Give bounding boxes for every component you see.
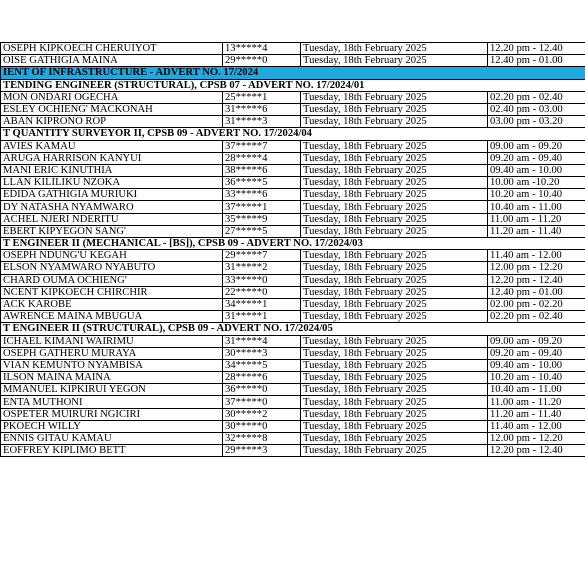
interview-date: Tuesday, 18th February 2025: [301, 55, 488, 67]
interview-time: 10.20 am - 10.40: [488, 189, 585, 201]
interview-date: Tuesday, 18th February 2025: [301, 213, 488, 225]
masked-id-number: 37*****0: [223, 396, 301, 408]
candidate-row: [1, 433, 585, 445]
candidate-row: [1, 372, 585, 384]
interview-date: Tuesday, 18th February 2025: [301, 445, 488, 457]
post-heading-row: [1, 79, 585, 91]
interview-time: 02.00 pm - 02.20: [488, 298, 585, 310]
post-heading-row: [1, 323, 585, 335]
candidate-name: PKOECH WILLY: [1, 420, 223, 432]
interview-date: Tuesday, 18th February 2025: [301, 91, 488, 103]
post-heading: T ENGINEER II (MECHANICAL - [BS]), CPSB 09 - ADVERT NO. 17/2024/03: [1, 238, 585, 250]
candidate-name: ILSON MAINA MAINA: [1, 372, 223, 384]
masked-id-number: 34*****1: [223, 298, 301, 310]
candidate-row: [1, 286, 585, 298]
interview-date: Tuesday, 18th February 2025: [301, 335, 488, 347]
candidate-name: ENTA MUTHONI: [1, 396, 223, 408]
interview-date: Tuesday, 18th February 2025: [301, 286, 488, 298]
masked-id-number: 31*****4: [223, 335, 301, 347]
masked-id-number: 37*****1: [223, 201, 301, 213]
masked-id-number: 31*****6: [223, 103, 301, 115]
candidate-row: [1, 396, 585, 408]
candidate-name: DY NATASHA NYAMWARO: [1, 201, 223, 213]
interview-date: Tuesday, 18th February 2025: [301, 225, 488, 237]
masked-id-number: 22*****0: [223, 286, 301, 298]
masked-id-number: 36*****5: [223, 177, 301, 189]
candidate-name: LLAN KILILIKU NZOKA: [1, 177, 223, 189]
interview-time: 02.20 pm - 02.40: [488, 91, 585, 103]
interview-time: 09.20 am - 09.40: [488, 347, 585, 359]
interview-date: Tuesday, 18th February 2025: [301, 201, 488, 213]
candidate-row: [1, 359, 585, 371]
candidate-row: [1, 43, 585, 55]
interview-time: 09.00 am - 09.20: [488, 140, 585, 152]
interview-time: 11.00 am - 11.20: [488, 396, 585, 408]
candidate-name: EBERT KIPYEGON SANG': [1, 225, 223, 237]
interview-time: 02.40 pm - 03.00: [488, 103, 585, 115]
masked-id-number: 33*****0: [223, 274, 301, 286]
masked-id-number: 34*****5: [223, 359, 301, 371]
candidate-name: OSEPH NDUNG'U KEGAH: [1, 250, 223, 262]
interview-time: 09.40 am - 10.00: [488, 359, 585, 371]
interview-time: 03.00 pm - 03.20: [488, 116, 585, 128]
masked-id-number: 27*****5: [223, 225, 301, 237]
candidate-row: [1, 445, 585, 457]
interview-date: Tuesday, 18th February 2025: [301, 116, 488, 128]
interview-date: Tuesday, 18th February 2025: [301, 384, 488, 396]
candidate-name: OSEPH KIPKOECH CHERUIYOT: [1, 43, 223, 55]
candidate-name: ENNIS GITAU KAMAU: [1, 433, 223, 445]
post-heading: T ENGINEER II (STRUCTURAL), CPSB 09 - ADVERT NO. 17/2024/05: [1, 323, 585, 335]
interview-time: 10.40 am - 11.00: [488, 384, 585, 396]
candidate-row: [1, 140, 585, 152]
interview-time: 11.40 am - 12.00: [488, 420, 585, 432]
interview-time: 12.20 pm - 12.40: [488, 445, 585, 457]
interview-time: 12.00 pm - 12.20: [488, 262, 585, 274]
candidate-name: ACHEL NJERI NDERITU: [1, 213, 223, 225]
candidate-row: [1, 189, 585, 201]
interview-date: Tuesday, 18th February 2025: [301, 274, 488, 286]
candidate-row: [1, 335, 585, 347]
interview-date: Tuesday, 18th February 2025: [301, 262, 488, 274]
candidate-row: [1, 262, 585, 274]
interview-time: 11.20 am - 11.40: [488, 225, 585, 237]
interview-time: 12.40 pm - 01.00: [488, 55, 585, 67]
interview-schedule-table: [0, 42, 585, 457]
masked-id-number: 29*****0: [223, 55, 301, 67]
candidate-row: [1, 55, 585, 67]
interview-time: 02.20 pm - 02.40: [488, 311, 585, 323]
masked-id-number: 37*****7: [223, 140, 301, 152]
candidate-row: [1, 201, 585, 213]
post-heading: T QUANTITY SURVEYOR II, CPSB 09 - ADVERT NO. 17/2024/04: [1, 128, 585, 140]
interview-time: 12.00 pm - 12.20: [488, 433, 585, 445]
candidate-name: EDIDA GATHIGIA MURIUKI: [1, 189, 223, 201]
interview-time: 12.40 pm - 01.00: [488, 286, 585, 298]
candidate-name: ARUGA HARRISON KANYUI: [1, 152, 223, 164]
interview-date: Tuesday, 18th February 2025: [301, 396, 488, 408]
candidate-row: [1, 116, 585, 128]
masked-id-number: 36*****0: [223, 384, 301, 396]
interview-date: Tuesday, 18th February 2025: [301, 152, 488, 164]
candidate-row: [1, 213, 585, 225]
candidate-row: [1, 420, 585, 432]
interview-date: Tuesday, 18th February 2025: [301, 298, 488, 310]
masked-id-number: 13*****4: [223, 43, 301, 55]
candidate-name: CHARD OUMA OCHIENG': [1, 274, 223, 286]
department-heading-row: [1, 67, 585, 79]
interview-time: 09.20 am - 09.40: [488, 152, 585, 164]
interview-date: Tuesday, 18th February 2025: [301, 164, 488, 176]
interview-time: 11.20 am - 11.40: [488, 408, 585, 420]
candidate-name: VIAN KEMUNTO NYAMBISA: [1, 359, 223, 371]
candidate-row: [1, 225, 585, 237]
interview-date: Tuesday, 18th February 2025: [301, 372, 488, 384]
interview-time: 11.40 am - 12.00: [488, 250, 585, 262]
interview-schedule-page: [0, 42, 585, 457]
masked-id-number: 28*****6: [223, 372, 301, 384]
candidate-row: [1, 408, 585, 420]
interview-date: Tuesday, 18th February 2025: [301, 420, 488, 432]
interview-date: Tuesday, 18th February 2025: [301, 347, 488, 359]
interview-time: 10.20 am - 10.40: [488, 372, 585, 384]
interview-date: Tuesday, 18th February 2025: [301, 103, 488, 115]
candidate-row: [1, 298, 585, 310]
masked-id-number: 30*****3: [223, 347, 301, 359]
interview-time: 12.20 pm - 12.40: [488, 274, 585, 286]
post-heading-row: [1, 238, 585, 250]
candidate-name: EOFFREY KIPLIMO BETT: [1, 445, 223, 457]
schedule-rows: [1, 43, 585, 457]
candidate-name: ESLEY OCHIENG' MACKONAH: [1, 103, 223, 115]
interview-date: Tuesday, 18th February 2025: [301, 177, 488, 189]
masked-id-number: 30*****0: [223, 420, 301, 432]
candidate-name: ELSON NYAMWARO NYABUTO: [1, 262, 223, 274]
interview-time: 10.00 am -10.20: [488, 177, 585, 189]
candidate-name: AWRENCE MAINA MBUGUA: [1, 311, 223, 323]
interview-date: Tuesday, 18th February 2025: [301, 359, 488, 371]
interview-time: 11.00 am - 11.20: [488, 213, 585, 225]
interview-time: 09.00 am - 09.20: [488, 335, 585, 347]
interview-date: Tuesday, 18th February 2025: [301, 433, 488, 445]
interview-date: Tuesday, 18th February 2025: [301, 250, 488, 262]
interview-date: Tuesday, 18th February 2025: [301, 311, 488, 323]
masked-id-number: 32*****8: [223, 433, 301, 445]
masked-id-number: 29*****3: [223, 445, 301, 457]
masked-id-number: 25*****1: [223, 91, 301, 103]
candidate-row: [1, 91, 585, 103]
masked-id-number: 31*****1: [223, 311, 301, 323]
candidate-row: [1, 103, 585, 115]
candidate-name: OSEPH GATHERU MURAYA: [1, 347, 223, 359]
candidate-name: MANI ERIC KINUTHIA: [1, 164, 223, 176]
interview-time: 09.40 am - 10.00: [488, 164, 585, 176]
candidate-row: [1, 311, 585, 323]
candidate-name: OSPETER MUIRURI NGICIRI: [1, 408, 223, 420]
candidate-name: MMANUEL KIPKIRUI YEGON: [1, 384, 223, 396]
masked-id-number: 38*****6: [223, 164, 301, 176]
candidate-name: OISE GATHIGIA MAINA: [1, 55, 223, 67]
candidate-row: [1, 347, 585, 359]
department-heading: IENT OF INFRASTRUCTURE - ADVERT NO. 17/2024: [1, 67, 585, 79]
interview-time: 10.40 am - 11.00: [488, 201, 585, 213]
post-heading: TENDING ENGINEER (STRUCTURAL), CPSB 07 - ADVERT NO. 17/2024/01: [1, 79, 585, 91]
candidate-name: ICHAEL KIMANI WAIRIMU: [1, 335, 223, 347]
masked-id-number: 30*****2: [223, 408, 301, 420]
interview-date: Tuesday, 18th February 2025: [301, 408, 488, 420]
candidate-name: MON ONDARI OGECHA: [1, 91, 223, 103]
masked-id-number: 29*****7: [223, 250, 301, 262]
interview-time: 12.20 pm - 12.40: [488, 43, 585, 55]
candidate-row: [1, 164, 585, 176]
masked-id-number: 33*****6: [223, 189, 301, 201]
candidate-row: [1, 177, 585, 189]
candidate-name: AVIES KAMAU: [1, 140, 223, 152]
candidate-name: NCENT KIPKOECH CHIRCHIR: [1, 286, 223, 298]
masked-id-number: 31*****3: [223, 116, 301, 128]
interview-date: Tuesday, 18th February 2025: [301, 140, 488, 152]
candidate-name: ABAN KIPRONO ROP: [1, 116, 223, 128]
candidate-row: [1, 274, 585, 286]
masked-id-number: 35*****9: [223, 213, 301, 225]
candidate-row: [1, 250, 585, 262]
post-heading-row: [1, 128, 585, 140]
masked-id-number: 31*****2: [223, 262, 301, 274]
candidate-row: [1, 152, 585, 164]
masked-id-number: 28*****4: [223, 152, 301, 164]
interview-date: Tuesday, 18th February 2025: [301, 189, 488, 201]
candidate-row: [1, 384, 585, 396]
candidate-name: ACK KAROBE: [1, 298, 223, 310]
interview-date: Tuesday, 18th February 2025: [301, 43, 488, 55]
